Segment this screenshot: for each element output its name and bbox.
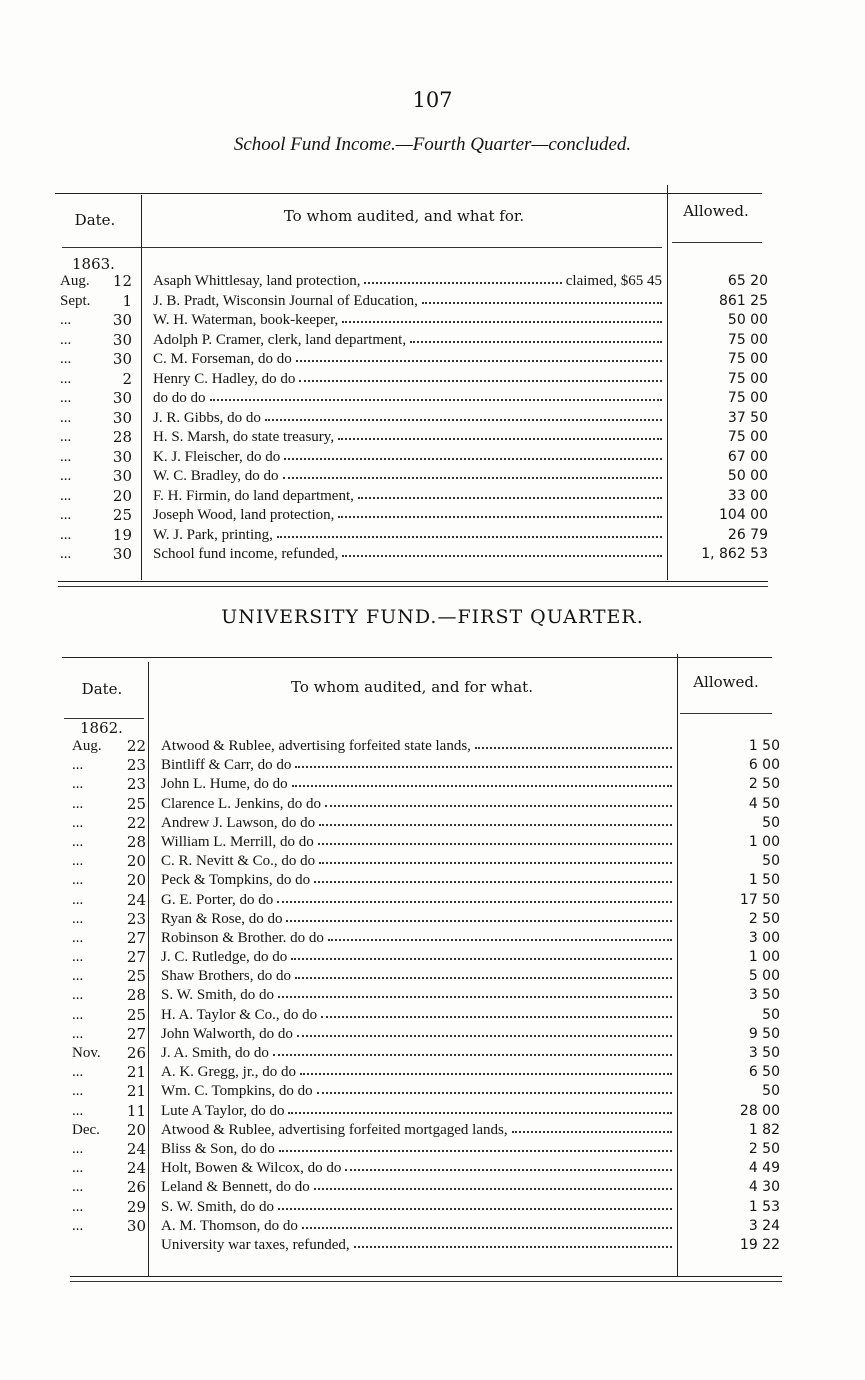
entry-description: H. S. Marsh, do state treasury, xyxy=(153,429,335,445)
section2-bottom-rule xyxy=(70,1276,782,1277)
section1-rows xyxy=(0,272,865,565)
entry-amount: 75 00 xyxy=(727,351,768,367)
entry-day: 30 xyxy=(112,330,132,349)
entry-amount: 861 25 xyxy=(719,292,768,309)
leader-dots xyxy=(295,766,672,768)
entry-amount: 50 00 xyxy=(727,468,768,484)
entry-month: Nov. xyxy=(72,1045,101,1061)
entry-day: 25 xyxy=(126,967,146,986)
entry-month: ... xyxy=(60,487,72,504)
entry-day: 28 xyxy=(112,428,132,446)
entry-day: 19 xyxy=(112,525,132,544)
leader-dots xyxy=(314,1188,672,1190)
entry-month: Sept. xyxy=(60,292,91,309)
leader-dots xyxy=(354,1246,672,1248)
entry-amount: 1 50 xyxy=(748,872,780,889)
entry-amount: 1 50 xyxy=(748,738,780,754)
entry-amount: 75 00 xyxy=(727,331,768,348)
entry-month: ... xyxy=(72,1102,84,1119)
section2-row xyxy=(0,1025,865,1044)
entry-amount: 104 00 xyxy=(719,507,768,523)
entry-description: S. W. Smith, do do xyxy=(161,987,274,1004)
entry-description: J. C. Rutledge, do do xyxy=(161,949,288,966)
section2-row xyxy=(0,737,865,756)
entry-day: 25 xyxy=(126,1005,146,1024)
section2-date-header: Date. xyxy=(81,680,123,698)
leader-dots xyxy=(328,939,672,941)
entry-description: W. C. Bradley, do do xyxy=(153,468,279,484)
leader-dots xyxy=(338,438,662,440)
section1-top-rule xyxy=(55,193,762,194)
entry-amount: 3 50 xyxy=(748,987,780,1004)
entry-month: ... xyxy=(72,1064,84,1081)
page-number: 107 xyxy=(412,88,453,112)
section2-row xyxy=(0,1063,865,1082)
entry-day: 11 xyxy=(126,1101,146,1120)
entry-description: A. M. Thomson, do do xyxy=(161,1217,298,1234)
leader-dots xyxy=(273,1054,672,1056)
section2-row xyxy=(0,1082,865,1101)
entry-day: 30 xyxy=(126,1216,146,1235)
section2-row xyxy=(0,891,865,910)
entry-description: S. W. Smith, do do xyxy=(161,1198,274,1215)
entry-month: ... xyxy=(72,1160,84,1177)
entry-month: ... xyxy=(60,370,72,387)
section2-row xyxy=(0,967,865,986)
section2-row xyxy=(0,1178,865,1197)
section1-row xyxy=(0,487,865,507)
entry-amount: 2 50 xyxy=(748,776,780,793)
entry-day: 25 xyxy=(126,794,146,813)
section1-title: School Fund Income.—Fourth Quarter—concluded. xyxy=(233,134,632,155)
entry-month: ... xyxy=(60,448,72,465)
leader-dots xyxy=(286,920,672,922)
entry-day: 27 xyxy=(126,928,146,947)
entry-description: J. A. Smith, do do xyxy=(161,1045,269,1061)
section1-row xyxy=(0,350,865,370)
section2-year: 1862. xyxy=(80,719,123,737)
entry-amount: 3 24 xyxy=(748,1217,780,1234)
entry-description: H. A. Taylor & Co., do do xyxy=(161,1006,318,1023)
entry-day: 27 xyxy=(126,948,146,967)
entry-amount: 4 49 xyxy=(748,1160,780,1177)
entry-day: 23 xyxy=(126,909,146,928)
section1-desc-header: To whom audited, and what for. xyxy=(283,207,525,225)
section2-row xyxy=(0,871,865,890)
entry-description: Bintliff & Carr, do do xyxy=(161,757,292,774)
section2-allowed-header: Allowed. xyxy=(693,673,759,691)
entry-description: Clarence L. Jenkins, do do xyxy=(161,795,321,812)
leader-dots xyxy=(345,1169,672,1171)
entry-amount: 50 xyxy=(762,853,780,870)
entry-month: ... xyxy=(72,833,84,850)
entry-month: ... xyxy=(72,1006,84,1023)
leader-dots xyxy=(325,805,672,807)
entry-month: ... xyxy=(72,814,84,831)
section1-row xyxy=(0,272,865,292)
leader-dots xyxy=(358,497,662,499)
entry-month: ... xyxy=(72,1140,84,1157)
entry-day: 23 xyxy=(126,756,146,775)
entry-month: ... xyxy=(72,1198,84,1215)
entry-description: J. R. Gibbs, do do xyxy=(153,409,261,426)
entry-day: 2 xyxy=(122,369,132,388)
entry-description: Ryan & Rose, do do xyxy=(161,910,283,927)
leader-dots xyxy=(319,862,672,864)
entry-day: 25 xyxy=(112,506,132,524)
section2-row xyxy=(0,833,865,852)
entry-description: Holt, Bowen & Wilcox, do do xyxy=(161,1160,342,1177)
section1-header-rule xyxy=(62,247,662,248)
leader-dots xyxy=(296,360,662,362)
entry-amount: 2 50 xyxy=(748,1140,780,1157)
entry-month: ... xyxy=(60,429,72,445)
leader-dots xyxy=(283,477,662,479)
section2-desc-header: To whom audited, and for what. xyxy=(291,678,533,696)
section2-row xyxy=(0,929,865,948)
entry-day: 24 xyxy=(126,1139,146,1158)
entry-amount: 65 20 xyxy=(727,273,768,289)
section2-title: UNIVERSITY FUND.—FIRST QUARTER. xyxy=(221,606,644,628)
entry-amount: 4 30 xyxy=(748,1179,780,1196)
entry-month: ... xyxy=(72,968,84,985)
entry-day: 20 xyxy=(126,852,146,871)
leader-dots xyxy=(318,843,672,845)
entry-month: ... xyxy=(60,312,72,328)
entry-month: ... xyxy=(72,891,84,908)
section2-row xyxy=(0,1140,865,1159)
leader-dots xyxy=(321,1016,672,1018)
entry-description: W. J. Park, printing, xyxy=(153,526,273,543)
entry-description: C. R. Nevitt & Co., do do xyxy=(161,853,316,870)
section2-row xyxy=(0,1121,865,1140)
entry-description: K. J. Fleischer, do do xyxy=(153,448,281,465)
entry-amount: 6 00 xyxy=(748,757,780,774)
entry-description: G. E. Porter, do do xyxy=(161,891,274,908)
entry-description: Bliss & Son, do do xyxy=(161,1140,275,1157)
entry-month: ... xyxy=(72,1179,84,1196)
entry-day: 24 xyxy=(126,1159,146,1178)
entry-month: ... xyxy=(72,949,84,966)
section2-row xyxy=(0,775,865,794)
entry-month: ... xyxy=(72,987,84,1004)
section2-row xyxy=(0,1217,865,1236)
entry-day: 28 xyxy=(126,832,146,851)
leader-dots xyxy=(300,1073,672,1075)
section2-row xyxy=(0,1006,865,1025)
entry-description: Henry C. Hadley, do do xyxy=(153,370,296,387)
entry-month: ... xyxy=(60,526,72,543)
section2-header-rule-right xyxy=(680,713,772,714)
entry-description: F. H. Firmin, do land department, xyxy=(153,487,354,504)
entry-description: Atwood & Rublee, advertising forfeited mortgaged lands, xyxy=(161,1121,508,1138)
leader-dots xyxy=(210,399,663,401)
entry-day: 1 xyxy=(122,291,132,310)
entry-month: Aug. xyxy=(60,273,90,289)
entry-day: 26 xyxy=(126,1178,146,1197)
entry-month: ... xyxy=(60,331,72,348)
section2-row xyxy=(0,1102,865,1121)
entry-month: ... xyxy=(60,351,72,367)
section2-row xyxy=(0,1198,865,1217)
section2-row xyxy=(0,1236,865,1255)
leader-dots xyxy=(277,901,672,903)
entry-day: 27 xyxy=(126,1024,146,1043)
entry-day: 23 xyxy=(126,775,146,794)
entry-amount: 1 53 xyxy=(748,1198,780,1215)
section2-row xyxy=(0,986,865,1005)
entry-amount: 4 50 xyxy=(748,795,780,812)
entry-month: ... xyxy=(72,1025,84,1042)
leader-dots xyxy=(342,321,662,323)
section1-row xyxy=(0,409,865,429)
leader-dots xyxy=(284,458,662,460)
section1-year: 1863. xyxy=(72,255,115,273)
entry-amount: 37 50 xyxy=(727,409,768,426)
leader-dots xyxy=(314,881,672,883)
leader-dots xyxy=(475,747,672,749)
leader-dots xyxy=(279,1150,672,1152)
entry-description: School fund income, refunded, xyxy=(153,546,339,562)
section1-row xyxy=(0,370,865,390)
entry-description: Robinson & Brother. do do xyxy=(161,929,324,946)
section1-row xyxy=(0,292,865,312)
entry-description: W. H. Waterman, book-keeper, xyxy=(153,312,339,328)
entry-day: 30 xyxy=(112,389,132,407)
section1-row xyxy=(0,311,865,331)
entry-day: 22 xyxy=(126,737,146,755)
entry-description: Peck & Tompkins, do do xyxy=(161,872,311,889)
entry-day: 28 xyxy=(126,986,146,1005)
section1-bottom-rule-double xyxy=(58,586,768,587)
leader-dots xyxy=(291,958,672,960)
entry-claim: claimed, $65 45 xyxy=(565,273,662,289)
entry-day: 30 xyxy=(112,467,132,485)
section1-bottom-rule xyxy=(58,581,768,582)
entry-amount: 75 00 xyxy=(727,370,768,387)
section1-header-rule-right xyxy=(672,242,762,243)
section2-row xyxy=(0,1159,865,1178)
leader-dots xyxy=(288,1112,672,1114)
entry-month: ... xyxy=(60,390,72,406)
section1-row xyxy=(0,389,865,409)
section1-row xyxy=(0,467,865,487)
section1-date-header: Date. xyxy=(74,211,116,229)
entry-amount: 3 00 xyxy=(748,929,780,946)
entry-month: Aug. xyxy=(72,738,102,754)
section2-row xyxy=(0,1044,865,1063)
entry-description: Joseph Wood, land protection, xyxy=(153,507,335,523)
entry-description: C. M. Forseman, do do xyxy=(153,351,292,367)
entry-day: 30 xyxy=(112,350,132,368)
entry-day: 20 xyxy=(126,1120,146,1139)
section2-top-rule xyxy=(62,657,772,658)
section2-row xyxy=(0,756,865,775)
entry-month: ... xyxy=(60,468,72,484)
entry-month: ... xyxy=(72,872,84,889)
entry-day: 22 xyxy=(126,813,146,832)
leader-dots xyxy=(277,536,662,538)
entry-amount: 1 00 xyxy=(748,949,780,966)
leader-dots xyxy=(410,341,662,343)
entry-day: 29 xyxy=(126,1197,146,1216)
section1-row xyxy=(0,506,865,526)
leader-dots xyxy=(512,1131,672,1133)
entry-day: 30 xyxy=(112,311,132,329)
entry-amount: 50 xyxy=(762,814,780,831)
leader-dots xyxy=(342,555,662,557)
entry-month: ... xyxy=(72,795,84,812)
entry-amount: 5 00 xyxy=(748,968,780,985)
entry-amount: 26 79 xyxy=(727,526,768,543)
entry-month: ... xyxy=(72,853,84,870)
entry-month: ... xyxy=(72,929,84,946)
entry-amount: 1 82 xyxy=(748,1121,780,1138)
leader-dots xyxy=(278,1208,672,1210)
entry-day: 30 xyxy=(112,408,132,427)
entry-amount: 50 00 xyxy=(727,312,768,328)
leader-dots xyxy=(292,785,672,787)
section1-allowed-header: Allowed. xyxy=(683,202,749,220)
entry-amount: 67 00 xyxy=(727,448,768,465)
entry-amount: 75 00 xyxy=(727,390,768,406)
leader-dots xyxy=(338,516,662,518)
entry-month: ... xyxy=(60,409,72,426)
section1-row xyxy=(0,331,865,351)
entry-amount: 17 50 xyxy=(739,891,780,908)
entry-amount: 1, 862 53 xyxy=(701,546,768,562)
entry-description: Asaph Whittlesay, land protection, xyxy=(153,273,361,289)
entry-day: 26 xyxy=(126,1044,146,1062)
entry-month: ... xyxy=(60,546,72,562)
entry-description: John L. Hume, do do xyxy=(161,776,288,793)
entry-day: 20 xyxy=(126,871,146,890)
entry-month: ... xyxy=(72,757,84,774)
leader-dots xyxy=(278,996,672,998)
leader-dots xyxy=(422,302,662,304)
entry-amount: 50 xyxy=(762,1083,780,1100)
entry-description: J. B. Pradt, Wisconsin Journal of Education, xyxy=(153,292,418,309)
entry-month: ... xyxy=(60,507,72,523)
entry-description: Adolph P. Cramer, clerk, land department, xyxy=(153,331,407,348)
entry-day: 30 xyxy=(112,545,132,563)
section2-row xyxy=(0,795,865,814)
entry-month: ... xyxy=(72,776,84,793)
leader-dots xyxy=(297,1035,672,1037)
entry-month: ... xyxy=(72,1083,84,1100)
entry-amount: 75 00 xyxy=(727,429,768,445)
section2-row xyxy=(0,948,865,967)
entry-day: 30 xyxy=(112,447,132,466)
entry-amount: 50 xyxy=(762,1006,780,1023)
entry-day: 20 xyxy=(112,486,132,505)
entry-description: Atwood & Rublee, advertising forfeited state lands, xyxy=(161,738,471,754)
entry-description: Wm. C. Tompkins, do do xyxy=(161,1083,313,1100)
entry-description: William L. Merrill, do do xyxy=(161,833,314,850)
leader-dots xyxy=(265,419,662,421)
leader-dots xyxy=(299,380,662,382)
section2-row xyxy=(0,910,865,929)
entry-amount: 1 00 xyxy=(748,833,780,850)
section1-row xyxy=(0,526,865,546)
section2-row xyxy=(0,814,865,833)
section1-row xyxy=(0,448,865,468)
entry-amount: 19 22 xyxy=(739,1236,780,1253)
section1-row xyxy=(0,428,865,448)
entry-amount: 33 00 xyxy=(727,487,768,504)
entry-description: do do do xyxy=(153,390,206,406)
leader-dots xyxy=(319,824,672,826)
entry-day: 24 xyxy=(126,890,146,909)
entry-amount: 6 50 xyxy=(748,1064,780,1081)
leader-dots xyxy=(317,1092,672,1094)
entry-amount: 28 00 xyxy=(739,1102,780,1119)
entry-amount: 3 50 xyxy=(748,1045,780,1061)
entry-day: 12 xyxy=(112,272,132,290)
leader-dots xyxy=(364,282,561,284)
entry-amount: 9 50 xyxy=(748,1025,780,1042)
entry-description: Leland & Bennett, do do xyxy=(161,1179,310,1196)
entry-description: Lute A Taylor, do do xyxy=(161,1102,285,1119)
entry-day: 21 xyxy=(126,1063,146,1082)
entry-day: 21 xyxy=(126,1082,146,1101)
entry-description: Shaw Brothers, do do xyxy=(161,968,291,985)
entry-description: A. K. Gregg, jr., do do xyxy=(161,1064,296,1081)
leader-dots xyxy=(302,1227,672,1229)
entry-month: Dec. xyxy=(72,1121,100,1138)
entry-amount: 2 50 xyxy=(748,910,780,927)
entry-description: John Walworth, do do xyxy=(161,1025,293,1042)
leader-dots xyxy=(295,977,672,979)
section2-row xyxy=(0,852,865,871)
entry-month: ... xyxy=(72,1217,84,1234)
section2-bottom-rule-double xyxy=(70,1281,782,1282)
entry-description: Andrew J. Lawson, do do xyxy=(161,814,316,831)
entry-description: University war taxes, refunded, xyxy=(161,1236,350,1253)
entry-month: ... xyxy=(72,910,84,927)
section1-row xyxy=(0,545,865,565)
section2-rows xyxy=(0,737,865,1255)
